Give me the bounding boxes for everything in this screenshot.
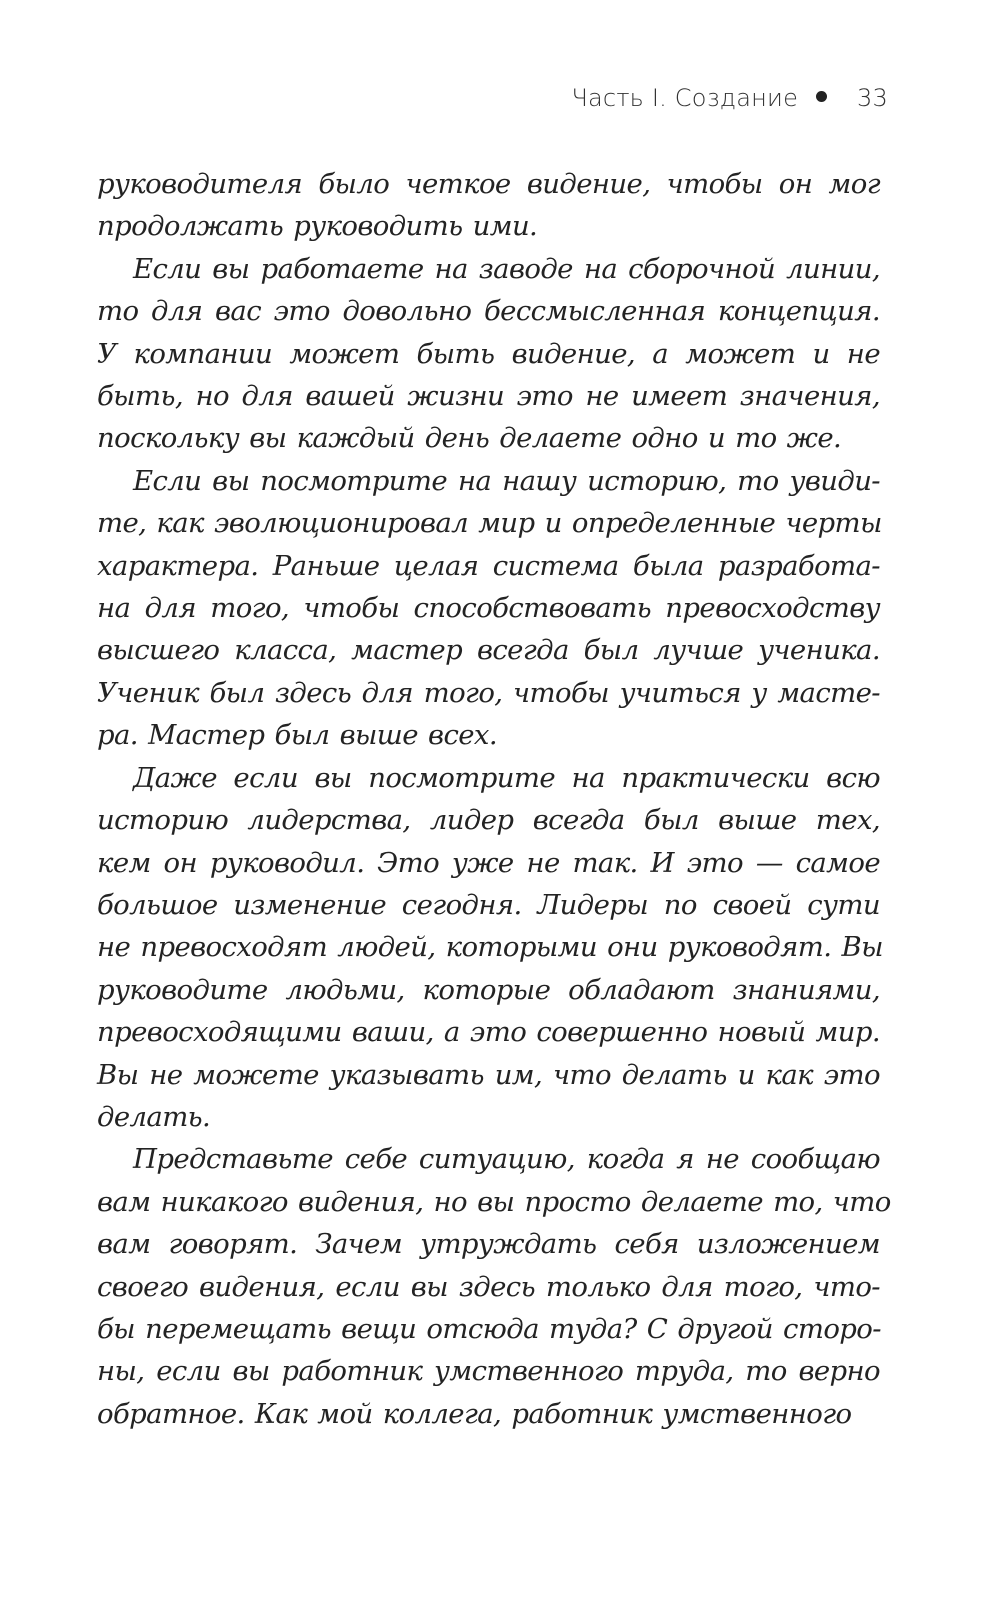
text-line: поскольку вы каждый день делаете одно и то же.: [97, 422, 842, 455]
text-line: Ученик был здесь для того, чтобы учиться у масте-: [97, 676, 880, 709]
text-line: ны, если вы работник умственного труда, то верно: [97, 1355, 880, 1388]
text-line: Даже если вы посмотрите на практически всю: [133, 761, 880, 794]
text-line: Если вы посмотрите на нашу историю, то увиди-: [133, 464, 880, 497]
paragraph: [97, 460, 880, 757]
paragraph: [97, 163, 880, 248]
text-line: кем он руководил. Это уже не так. И это — самое: [97, 846, 880, 879]
text-line: продолжать руководить ими.: [97, 210, 538, 243]
text-line: ра. Мастер был выше всех.: [97, 719, 497, 752]
text-line: бы перемещать вещи отсюда туда? С другой сторо-: [97, 1312, 881, 1345]
text-line: руководите людьми, которые обладают знаниями,: [97, 973, 880, 1006]
running-head: [571, 84, 888, 112]
text-line: вам никакого видения, но вы просто делаете то, что: [97, 1185, 891, 1218]
paragraph: [97, 1138, 891, 1435]
paragraph: [97, 757, 883, 1139]
text-line: на для того, чтобы способствовать превосходству: [97, 592, 880, 625]
text-line: превосходящими ваши, а это совершенно новый мир.: [97, 1016, 880, 1049]
section-title: Часть I. Создание: [571, 84, 799, 112]
text-line: большое изменение сегодня. Лидеры по своей сути: [97, 888, 880, 921]
text-line: своего видения, если вы здесь только для того, что-: [97, 1270, 880, 1303]
text-line: Если вы работаете на заводе на сборочной линии,: [133, 252, 880, 285]
text-line: делать.: [97, 1100, 211, 1133]
body-text: [97, 163, 891, 1435]
page-number: 33: [857, 84, 888, 112]
text-line: У компании может быть видение, а может и не: [97, 337, 880, 370]
text-line: не превосходят людей, которыми они руководят. Вы: [97, 931, 883, 964]
text-line: руководителя было четкое видение, чтобы он мог: [97, 168, 880, 200]
text-line: быть, но для вашей жизни это не имеет значения,: [97, 380, 880, 413]
text-line: высшего класса, мастер всегда был лучше ученика.: [97, 634, 880, 667]
bullet-icon: [816, 91, 827, 102]
text-line: Представьте себе ситуацию, когда я не сообщаю: [133, 1143, 880, 1176]
text-line: Вы не можете указывать им, что делать и как это: [97, 1058, 880, 1091]
text-line: историю лидерства, лидер всегда был выше тех,: [97, 804, 880, 837]
text-line: вам говорят. Зачем утруждать себя изложением: [97, 1228, 880, 1261]
text-line: обратное. Как мой коллега, работник умственного: [97, 1397, 852, 1430]
text-line: то для вас это довольно бессмысленная концепция.: [97, 295, 880, 328]
text-line: характера. Раньше целая система была разработа-: [97, 549, 880, 582]
text-line: те, как эволюционировал мир и определенные черты: [97, 507, 882, 540]
paragraph: [97, 248, 880, 460]
